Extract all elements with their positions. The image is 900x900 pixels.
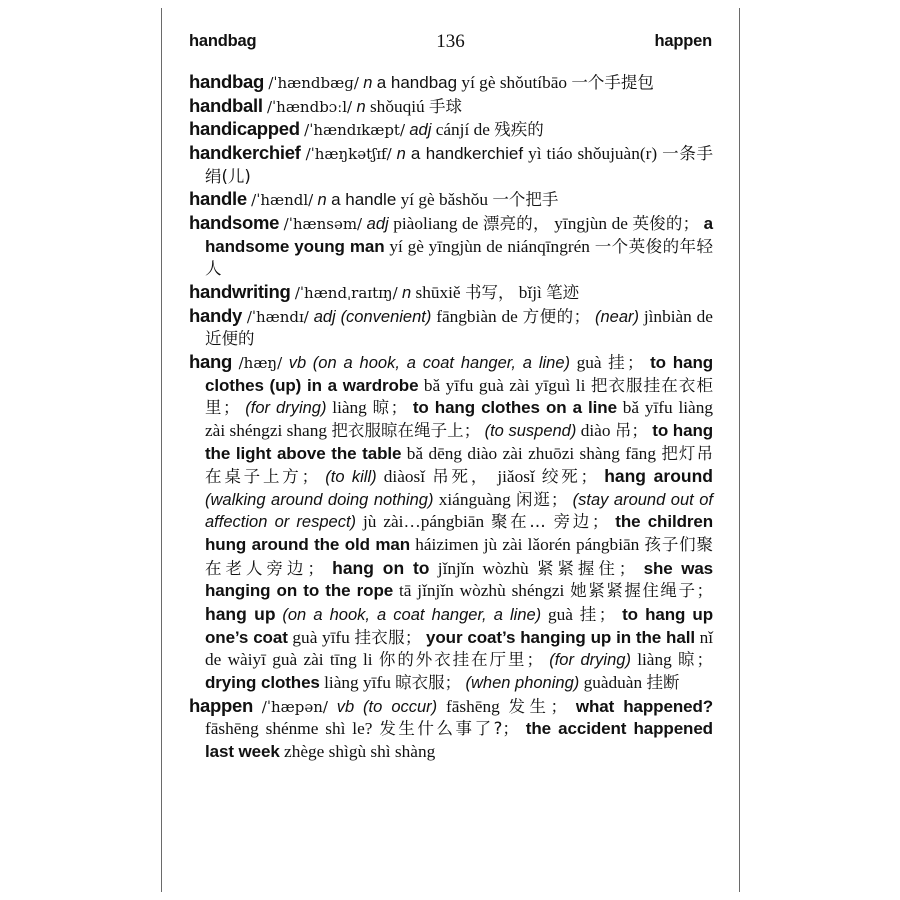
chinese-text: 晾； xyxy=(372,398,408,418)
pinyin: yí gè shǒutíbāo xyxy=(461,73,568,92)
chinese-text: 聚在… 旁边； xyxy=(491,512,609,532)
chinese-text: 发生； xyxy=(508,696,568,716)
chinese-text: 英俊的； xyxy=(632,213,700,233)
pinyin: shǒuqiú xyxy=(369,96,425,116)
pinyin: yí gè yīngjùn de niánqīngrén xyxy=(389,236,590,256)
pronunciation: /ˈhændbɔːl/ xyxy=(267,97,353,116)
chinese-text: 方便的； xyxy=(522,306,591,326)
gloss: (on a hook, a coat hanger, a line) xyxy=(282,606,542,625)
chinese-text: 晾衣服； xyxy=(395,673,462,693)
chinese-text: 吊； xyxy=(614,420,648,440)
example-phrase: your coat’s hanging up in the hall xyxy=(426,627,695,647)
dictionary-entry xyxy=(189,305,713,351)
subentry-phrase: hang on to xyxy=(332,557,430,578)
pronunciation: /ˈhændˌraɪtɪŋ/ xyxy=(294,283,398,302)
chinese-text: 漂亮的， xyxy=(482,213,550,233)
example-phrase: to hang clothes on a line xyxy=(412,398,617,418)
gloss: (walking around doing nothing) xyxy=(205,490,434,509)
pinyin: yí gè bǎshǒu xyxy=(400,190,488,210)
example-phrase: the accident happened last week xyxy=(205,719,713,762)
example-phrase: drying clothes xyxy=(205,673,320,693)
pinyin: guà yīfu xyxy=(292,627,350,647)
chinese-text: 手球 xyxy=(429,96,463,116)
chinese-text: 把衣服挂在衣柜里； xyxy=(205,375,713,418)
pinyin: jìnbiàn de xyxy=(643,306,713,326)
pinyin: yì tiáo shǒujuàn(r) xyxy=(528,143,658,163)
pinyin: xiánguàng xyxy=(438,489,511,509)
chinese-text: 挂衣服； xyxy=(354,627,422,647)
page-number: 136 xyxy=(436,31,465,52)
pinyin: guà xyxy=(576,352,602,372)
pinyin: fāngbiàn de xyxy=(436,306,518,326)
chinese-text: 她紧紧握住绳子； xyxy=(570,581,714,601)
gloss: (stay around out of affection or respect) xyxy=(205,490,714,532)
pinyin: guàduàn xyxy=(583,673,643,693)
example-phrase: a handsome young man xyxy=(205,213,713,256)
example-phrase: to hang up one’s coat xyxy=(205,605,714,647)
example-phrase: to hang clothes (up) in a wardrobe xyxy=(205,352,714,395)
pinyin: guà xyxy=(548,605,573,625)
dictionary-entry xyxy=(189,71,713,95)
dictionary-entry xyxy=(189,212,713,281)
chinese-text: 吊死， xyxy=(432,467,491,487)
english-sense: a handkerchief xyxy=(410,143,524,163)
part-of-speech: n xyxy=(363,74,373,92)
pronunciation: /ˈhændl/ xyxy=(251,191,314,210)
chinese-text: 挂断 xyxy=(646,673,680,693)
gloss: (to kill) xyxy=(325,468,377,487)
pronunciation: /ˈhændɪkæpt/ xyxy=(304,121,406,140)
pronunciation: /ˈhænsəm/ xyxy=(283,214,363,233)
example-phrase: she was hanging on to the rope xyxy=(205,558,714,601)
headword: happen xyxy=(189,694,253,716)
gloss: (when phoning) xyxy=(465,674,580,693)
headword: handsome xyxy=(189,211,280,233)
pronunciation: /ˈhændɪ/ xyxy=(246,307,309,326)
pinyin: liàng xyxy=(637,650,672,670)
dictionary-entry xyxy=(189,95,713,119)
subentry-phrase: hang up xyxy=(205,604,276,625)
chinese-text: 你的外衣挂在厅里； xyxy=(378,650,543,670)
pinyin: liàng xyxy=(332,398,367,418)
chinese-text: 晾； xyxy=(678,650,713,670)
pronunciation: /ˈhændbæɡ/ xyxy=(268,74,359,92)
headword: handy xyxy=(189,304,242,326)
english-sense: a handle xyxy=(331,190,397,210)
gloss: (on a hook, a coat hanger, a line) xyxy=(312,353,570,372)
dictionary-entry xyxy=(189,351,713,695)
gloss: (to occur) xyxy=(363,697,438,716)
chinese-text: 紧紧握住； xyxy=(536,558,636,578)
example-phrase: to hang the light above the table xyxy=(205,420,714,463)
pinyin: shūxiě xyxy=(415,282,461,302)
chinese-text: 一个把手 xyxy=(492,190,559,210)
pinyin: jǐnjǐn wòzhù xyxy=(437,558,529,578)
pinyin: nǐ de wàiyī guà zài tīng li xyxy=(205,627,714,670)
pinyin: tā jǐnjǐn wòzhù shéngzi xyxy=(398,581,565,601)
pinyin: liàng yīfu xyxy=(324,673,391,693)
pinyin: bǐjì xyxy=(518,282,542,302)
chinese-text: 把灯吊在桌子上方； xyxy=(205,443,713,487)
dictionary-entry xyxy=(189,281,713,305)
part-of-speech: vb xyxy=(288,353,307,372)
chinese-text: 孩子们聚在老人旁边； xyxy=(205,535,714,578)
part-of-speech: vb xyxy=(336,697,355,716)
headword: handball xyxy=(189,94,263,116)
part-of-speech: n xyxy=(356,97,366,116)
gloss: (for drying) xyxy=(245,399,327,418)
chinese-text: 一个手提包 xyxy=(571,73,654,92)
headword: handicapped xyxy=(189,118,300,140)
pinyin: bǎ yīfu guà zài yīguì li xyxy=(423,375,586,395)
chinese-text: 一个英俊的年轻人 xyxy=(205,236,714,279)
chinese-text: 残疾的 xyxy=(494,120,544,140)
chinese-text: 发生什么事了?； xyxy=(379,719,519,739)
pinyin: cánjí de xyxy=(435,120,490,140)
gloss: (near) xyxy=(594,307,639,326)
dictionary-entries xyxy=(189,71,713,764)
chinese-text: 书写， xyxy=(464,282,515,302)
pinyin: diàosǐ xyxy=(383,467,426,487)
pinyin: fāshēng xyxy=(445,696,500,716)
part-of-speech: adj xyxy=(366,214,389,233)
pinyin: háizimen jù zài lǎorén pángbiān xyxy=(415,535,640,555)
chinese-text: 近便的 xyxy=(205,329,255,349)
chinese-text: 挂； xyxy=(579,605,616,625)
gloss: (to suspend) xyxy=(484,421,577,440)
pinyin: piàoliang de xyxy=(393,213,479,233)
part-of-speech: adj xyxy=(313,307,336,326)
pinyin: diào xyxy=(580,420,611,440)
part-of-speech: n xyxy=(317,191,327,210)
dictionary-entry xyxy=(189,188,713,212)
pronunciation: /hæŋ/ xyxy=(238,353,283,372)
pinyin: fāshēng shénme shì le? xyxy=(205,719,373,739)
chinese-text: 笔迹 xyxy=(546,282,580,302)
chinese-text: 一条手绢(儿) xyxy=(205,143,714,186)
gloss: (for drying) xyxy=(549,651,631,670)
dictionary-entry xyxy=(189,695,713,764)
chinese-text: 挂； xyxy=(608,352,644,372)
chinese-text: 绞死； xyxy=(541,467,598,487)
pinyin: jù zài…pángbiān xyxy=(362,512,485,532)
english-sense: a handbag xyxy=(376,73,458,92)
part-of-speech: n xyxy=(396,144,406,163)
chinese-text: 闲逛； xyxy=(515,489,568,509)
pinyin: jiǎosǐ xyxy=(497,467,535,487)
page-header xyxy=(189,32,712,54)
gloss: (convenient) xyxy=(340,307,432,326)
dictionary-entry xyxy=(189,142,713,188)
part-of-speech: n xyxy=(401,283,412,302)
pinyin: yīngjùn de xyxy=(554,213,628,233)
pronunciation: /ˈhæpən/ xyxy=(261,697,328,716)
pinyin: zhège shìgù shì shàng xyxy=(284,742,436,762)
headword: handwriting xyxy=(189,280,291,302)
headword: handkerchief xyxy=(189,141,301,163)
example-phrase: the children hung around the old man xyxy=(205,512,714,555)
right-guideword: happen xyxy=(654,32,712,50)
dictionary-entry xyxy=(189,118,713,142)
pronunciation: /ˈhæŋkətʃɪf/ xyxy=(305,144,392,163)
pinyin: bǎ dēng diào zài zhuōzi shàng fāng xyxy=(406,443,656,463)
pinyin: bǎ yīfu liàng zài shéngzi shang xyxy=(205,398,713,440)
example-phrase: what happened? xyxy=(575,696,714,716)
headword: handbag xyxy=(189,71,264,92)
subentry-phrase: hang around xyxy=(604,466,713,487)
headword: hang xyxy=(189,350,232,372)
chinese-text: 把衣服晾在绳子上； xyxy=(331,420,481,440)
headword: handle xyxy=(189,188,247,210)
left-guideword: handbag xyxy=(189,32,257,50)
part-of-speech: adj xyxy=(409,121,432,140)
